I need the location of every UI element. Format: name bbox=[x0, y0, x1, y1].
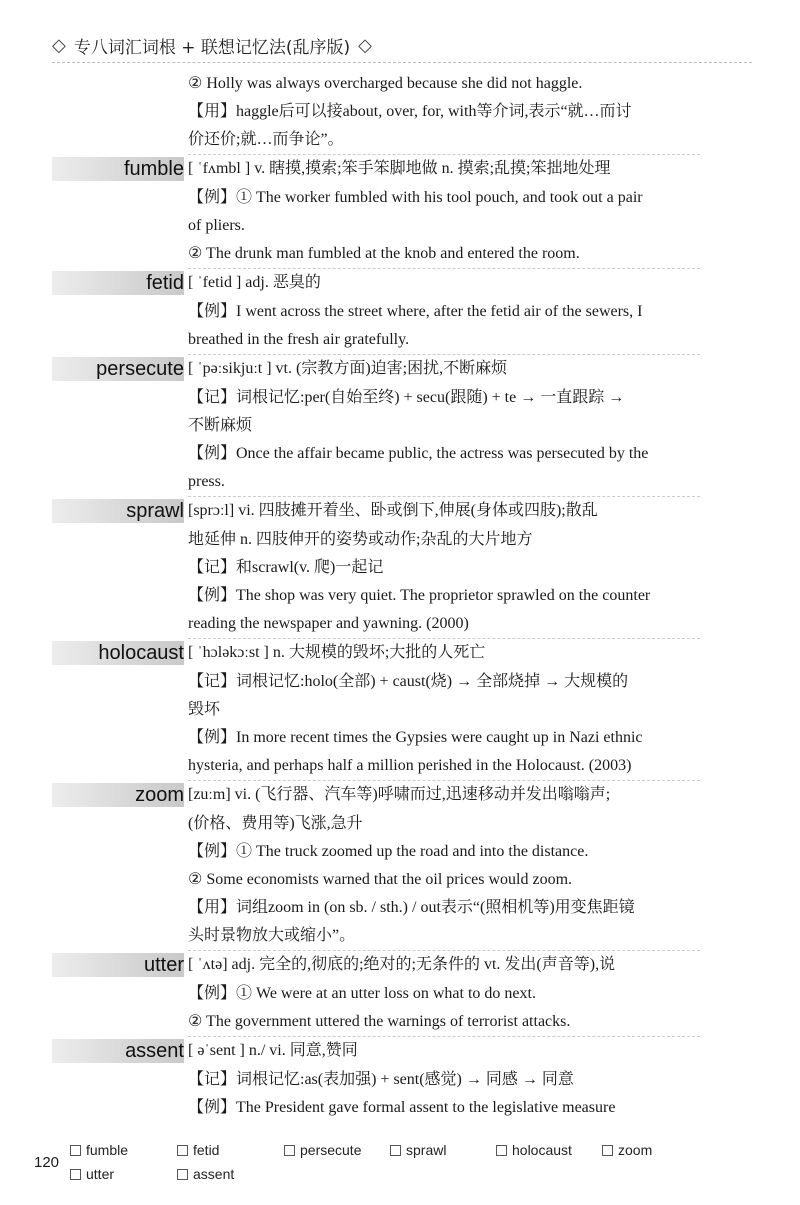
checklist-item[interactable]: utter bbox=[70, 1166, 114, 1182]
headword: fetid bbox=[146, 272, 184, 294]
checkbox-icon[interactable] bbox=[177, 1169, 188, 1180]
text-line: 【记】词根记忆:as(表加强) + sent(感觉) → 同感 → 同意 bbox=[188, 1071, 574, 1088]
checkbox-icon[interactable] bbox=[602, 1145, 613, 1156]
page-number: 120 bbox=[34, 1154, 60, 1171]
text-line: ② Some economists warned that the oil prices would zoom. bbox=[188, 871, 573, 888]
entry-row bbox=[0, 496, 800, 526]
page-footer bbox=[30, 1140, 770, 1190]
text-line: 【例】I went across the street where, after the fetid air of the sewers, I bbox=[188, 303, 643, 320]
entry-row bbox=[0, 354, 800, 384]
text-line: 【记】词根记忆:holo(全部) + caust(烧) → 全部烧掉 → 大规模的 bbox=[188, 673, 629, 690]
text-line: 【用】词组zoom in (on sb. / sth.) / out表示“(照相机等)用变焦距镜 bbox=[188, 899, 635, 916]
definition: [ ˈʌtə] adj. 完全的,彻底的;绝对的;无条件的 vt. 发出(声音等),说 bbox=[188, 956, 616, 973]
text-line: hysteria, and perhaps half a million perished in the Holocaust. (2003) bbox=[188, 757, 632, 774]
definition: [ ˈfʌmbl ] v. 瞎摸,摸索;笨手笨脚地做 n. 摸索;乱摸;笨拙地处理 bbox=[188, 160, 611, 177]
checkbox-icon[interactable] bbox=[177, 1145, 188, 1156]
checkbox-icon[interactable] bbox=[390, 1145, 401, 1156]
text-line: 地延伸 n. 四肢伸开的姿势或动作;杂乱的大片地方 bbox=[188, 531, 533, 548]
headword: sprawl bbox=[126, 500, 184, 522]
diamond-icon: ◇ bbox=[358, 34, 373, 56]
checklist-item[interactable]: fetid bbox=[177, 1142, 219, 1158]
text-line: 【例】In more recent times the Gypsies were caught up in Nazi ethnic bbox=[188, 729, 643, 746]
text-line: 【例】① We were at an utter loss on what to do next. bbox=[188, 985, 536, 1002]
text-line: 头时景物放大或缩小”。 bbox=[188, 927, 356, 944]
checklist-item[interactable]: fumble bbox=[70, 1142, 128, 1158]
header-title: 专八词汇词根 + 联想记忆法(乱序版) bbox=[73, 37, 351, 58]
diamond-icon: ◇ bbox=[52, 34, 66, 56]
text-line: 毁坏 bbox=[188, 701, 221, 718]
headword: persecute bbox=[96, 358, 184, 380]
header-divider bbox=[52, 62, 752, 63]
checklist-item[interactable]: holocaust bbox=[496, 1142, 572, 1158]
checklist-item[interactable]: zoom bbox=[602, 1142, 652, 1158]
entry-row bbox=[0, 950, 800, 980]
headword: assent bbox=[125, 1040, 184, 1062]
entry-row bbox=[0, 780, 800, 810]
definition: [zuːm] vi. (飞行器、汽车等)呼啸而过,迅速移动并发出嗡嗡声; bbox=[188, 786, 611, 803]
text-line: 【记】和scrawl(v. 爬)一起记 bbox=[188, 559, 384, 576]
entry-row bbox=[0, 638, 800, 668]
checkbox-icon[interactable] bbox=[70, 1169, 81, 1180]
definition: [ ˈfetid ] adj. 恶臭的 bbox=[188, 274, 321, 291]
text-line: 价还价;就…而争论”。 bbox=[188, 131, 344, 148]
text-line: 【记】词根记忆:per(自始至终) + secu(跟随) + te → 一直跟踪 → bbox=[188, 389, 625, 406]
text-line: 【例】Once the affair became public, the actress was persecuted by the bbox=[188, 445, 649, 462]
definition: [ ˈpəːsikjuːt ] vt. (宗教方面)迫害;困扰,不断麻烦 bbox=[188, 360, 508, 377]
checklist-item[interactable]: sprawl bbox=[390, 1142, 446, 1158]
text-line: ② The drunk man fumbled at the knob and entered the room. bbox=[188, 245, 580, 262]
text-line: press. bbox=[188, 473, 225, 490]
checklist-item[interactable]: persecute bbox=[284, 1142, 361, 1158]
entry-row bbox=[0, 268, 800, 298]
headword: zoom bbox=[135, 784, 184, 806]
running-header bbox=[52, 30, 752, 60]
entry-row bbox=[0, 1036, 800, 1066]
text-line: 不断麻烦 bbox=[188, 417, 253, 434]
headword: fumble bbox=[123, 158, 184, 180]
definition: [ ˈhɔləkɔːst ] n. 大规模的毁坏;大批的人死亡 bbox=[188, 644, 486, 661]
headword: utter bbox=[143, 954, 184, 976]
definition: [sprɔːl] vi. 四肢摊开着坐、卧或倒下,伸展(身体或四肢);散乱 bbox=[188, 502, 598, 519]
checkbox-icon[interactable] bbox=[284, 1145, 295, 1156]
text-line: of pliers. bbox=[188, 217, 245, 234]
definition: [ əˈsent ] n./ vi. 同意,赞同 bbox=[188, 1042, 358, 1059]
text-line: 【例】① The worker fumbled with his tool pouch, and took out a pair bbox=[188, 189, 643, 206]
text-line: 【例】The shop was very quiet. The proprietor sprawled on the counter bbox=[188, 587, 651, 604]
text-line: ② The government uttered the warnings of terrorist attacks. bbox=[188, 1013, 571, 1030]
checklist-item[interactable]: assent bbox=[177, 1166, 234, 1182]
entry-row bbox=[0, 154, 800, 184]
text-line: ② Holly was always overcharged because she did not haggle. bbox=[188, 75, 583, 92]
text-line: 【用】haggle后可以接about, over, for, with等介词,表示“就…而讨 bbox=[188, 103, 632, 120]
text-line: 【例】① The truck zoomed up the road and into the distance. bbox=[188, 843, 589, 860]
text-line: (价格、费用等)飞涨,急升 bbox=[188, 815, 363, 832]
text-line: breathed in the fresh air gratefully. bbox=[188, 331, 410, 348]
checkbox-icon[interactable] bbox=[70, 1145, 81, 1156]
text-line: reading the newspaper and yawning. (2000) bbox=[188, 615, 469, 632]
checkbox-icon[interactable] bbox=[496, 1145, 507, 1156]
headword: holocaust bbox=[98, 642, 184, 664]
dictionary-body bbox=[0, 70, 800, 1122]
text-line: 【例】The President gave formal assent to the legislative measure bbox=[188, 1099, 616, 1116]
